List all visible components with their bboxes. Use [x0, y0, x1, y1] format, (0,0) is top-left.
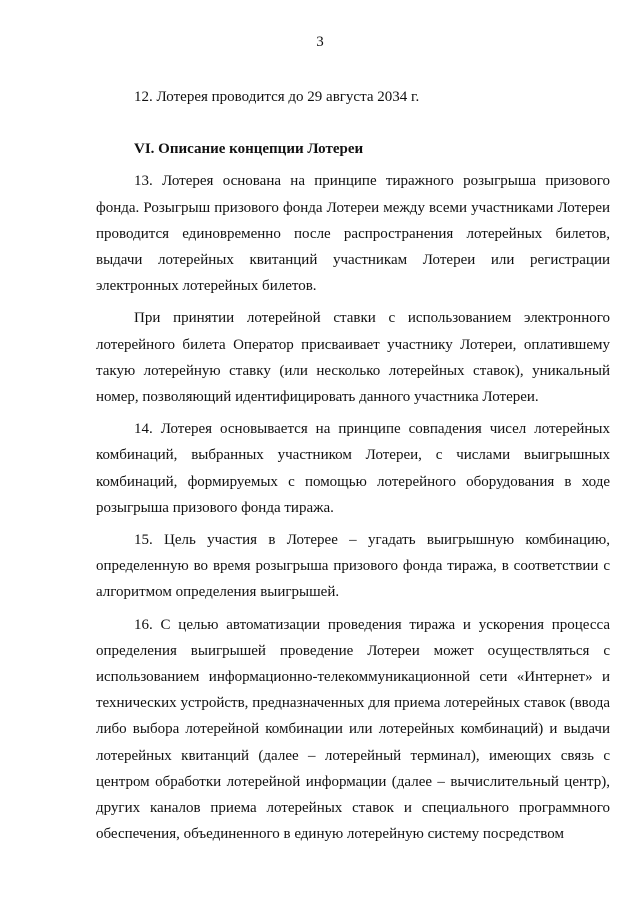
paragraph-item-12: 12. Лотерея проводится до 29 августа 2034 г.: [134, 89, 420, 105]
paragraph-item-16: 16. С целью автоматизации проведения тиража и ускорения процесса определения выигрышей проведение Лотереи может осуществляться с использованием информационно-телекоммуникационной сети «Интернет» и технических устройств, предназначенных для приема лотерейных ставок (ввода либо выбора лотерейной комбинации или лотерейных комбинаций) и выдачи лотерейных квитанций (далее – лотерейный терминал), имеющих связь с центром обработки лотерейной информации (далее – вычислительный центр), других каналов приема лотерейных ставок и специального программного обеспечения, объединенного в единую лотерейную систему посредством: [96, 616, 610, 843]
paragraph-item-14: 14. Лотерея основывается на принципе совпадения чисел лотерейных комбинаций, выбранных участником Лотереи, с числами выигрышных комбинаций, формируемых с помощью лотерейного оборудования в ходе розыгрыша призового фонда тиража.: [96, 421, 610, 516]
paragraph-item-13: 13. Лотерея основана на принципе тиражного розыгрыша призового фонда. Розыгрыш призового фонда Лотереи между всеми участниками Лотереи проводится единовременно после распространения лотерейных билетов, выдачи лотерейных квитанций участникам Лотереи или регистрации электронных лотерейных билетов.: [96, 173, 610, 295]
paragraph-electronic-ticket: При принятии лотерейной ставки с использованием электронного лотерейного билета Оператор присваивает участнику Лотереи, оплатившему такую лотерейную ставку (или несколько лотерейных ставок), уникальный номер, позволяющий идентифицировать данного участника Лотереи.: [96, 310, 610, 406]
page-number: 3: [316, 34, 324, 50]
document-body: [96, 84, 610, 847]
section-heading: VI. Описание концепции Лотереи: [134, 141, 364, 158]
paragraph-item-15: 15. Цель участия в Лотерее – угадать выигрышную комбинацию, определенную во время розыгрыша призового фонда тиража, в соответствии с алгоритмом определения выигрышей.: [96, 532, 610, 601]
